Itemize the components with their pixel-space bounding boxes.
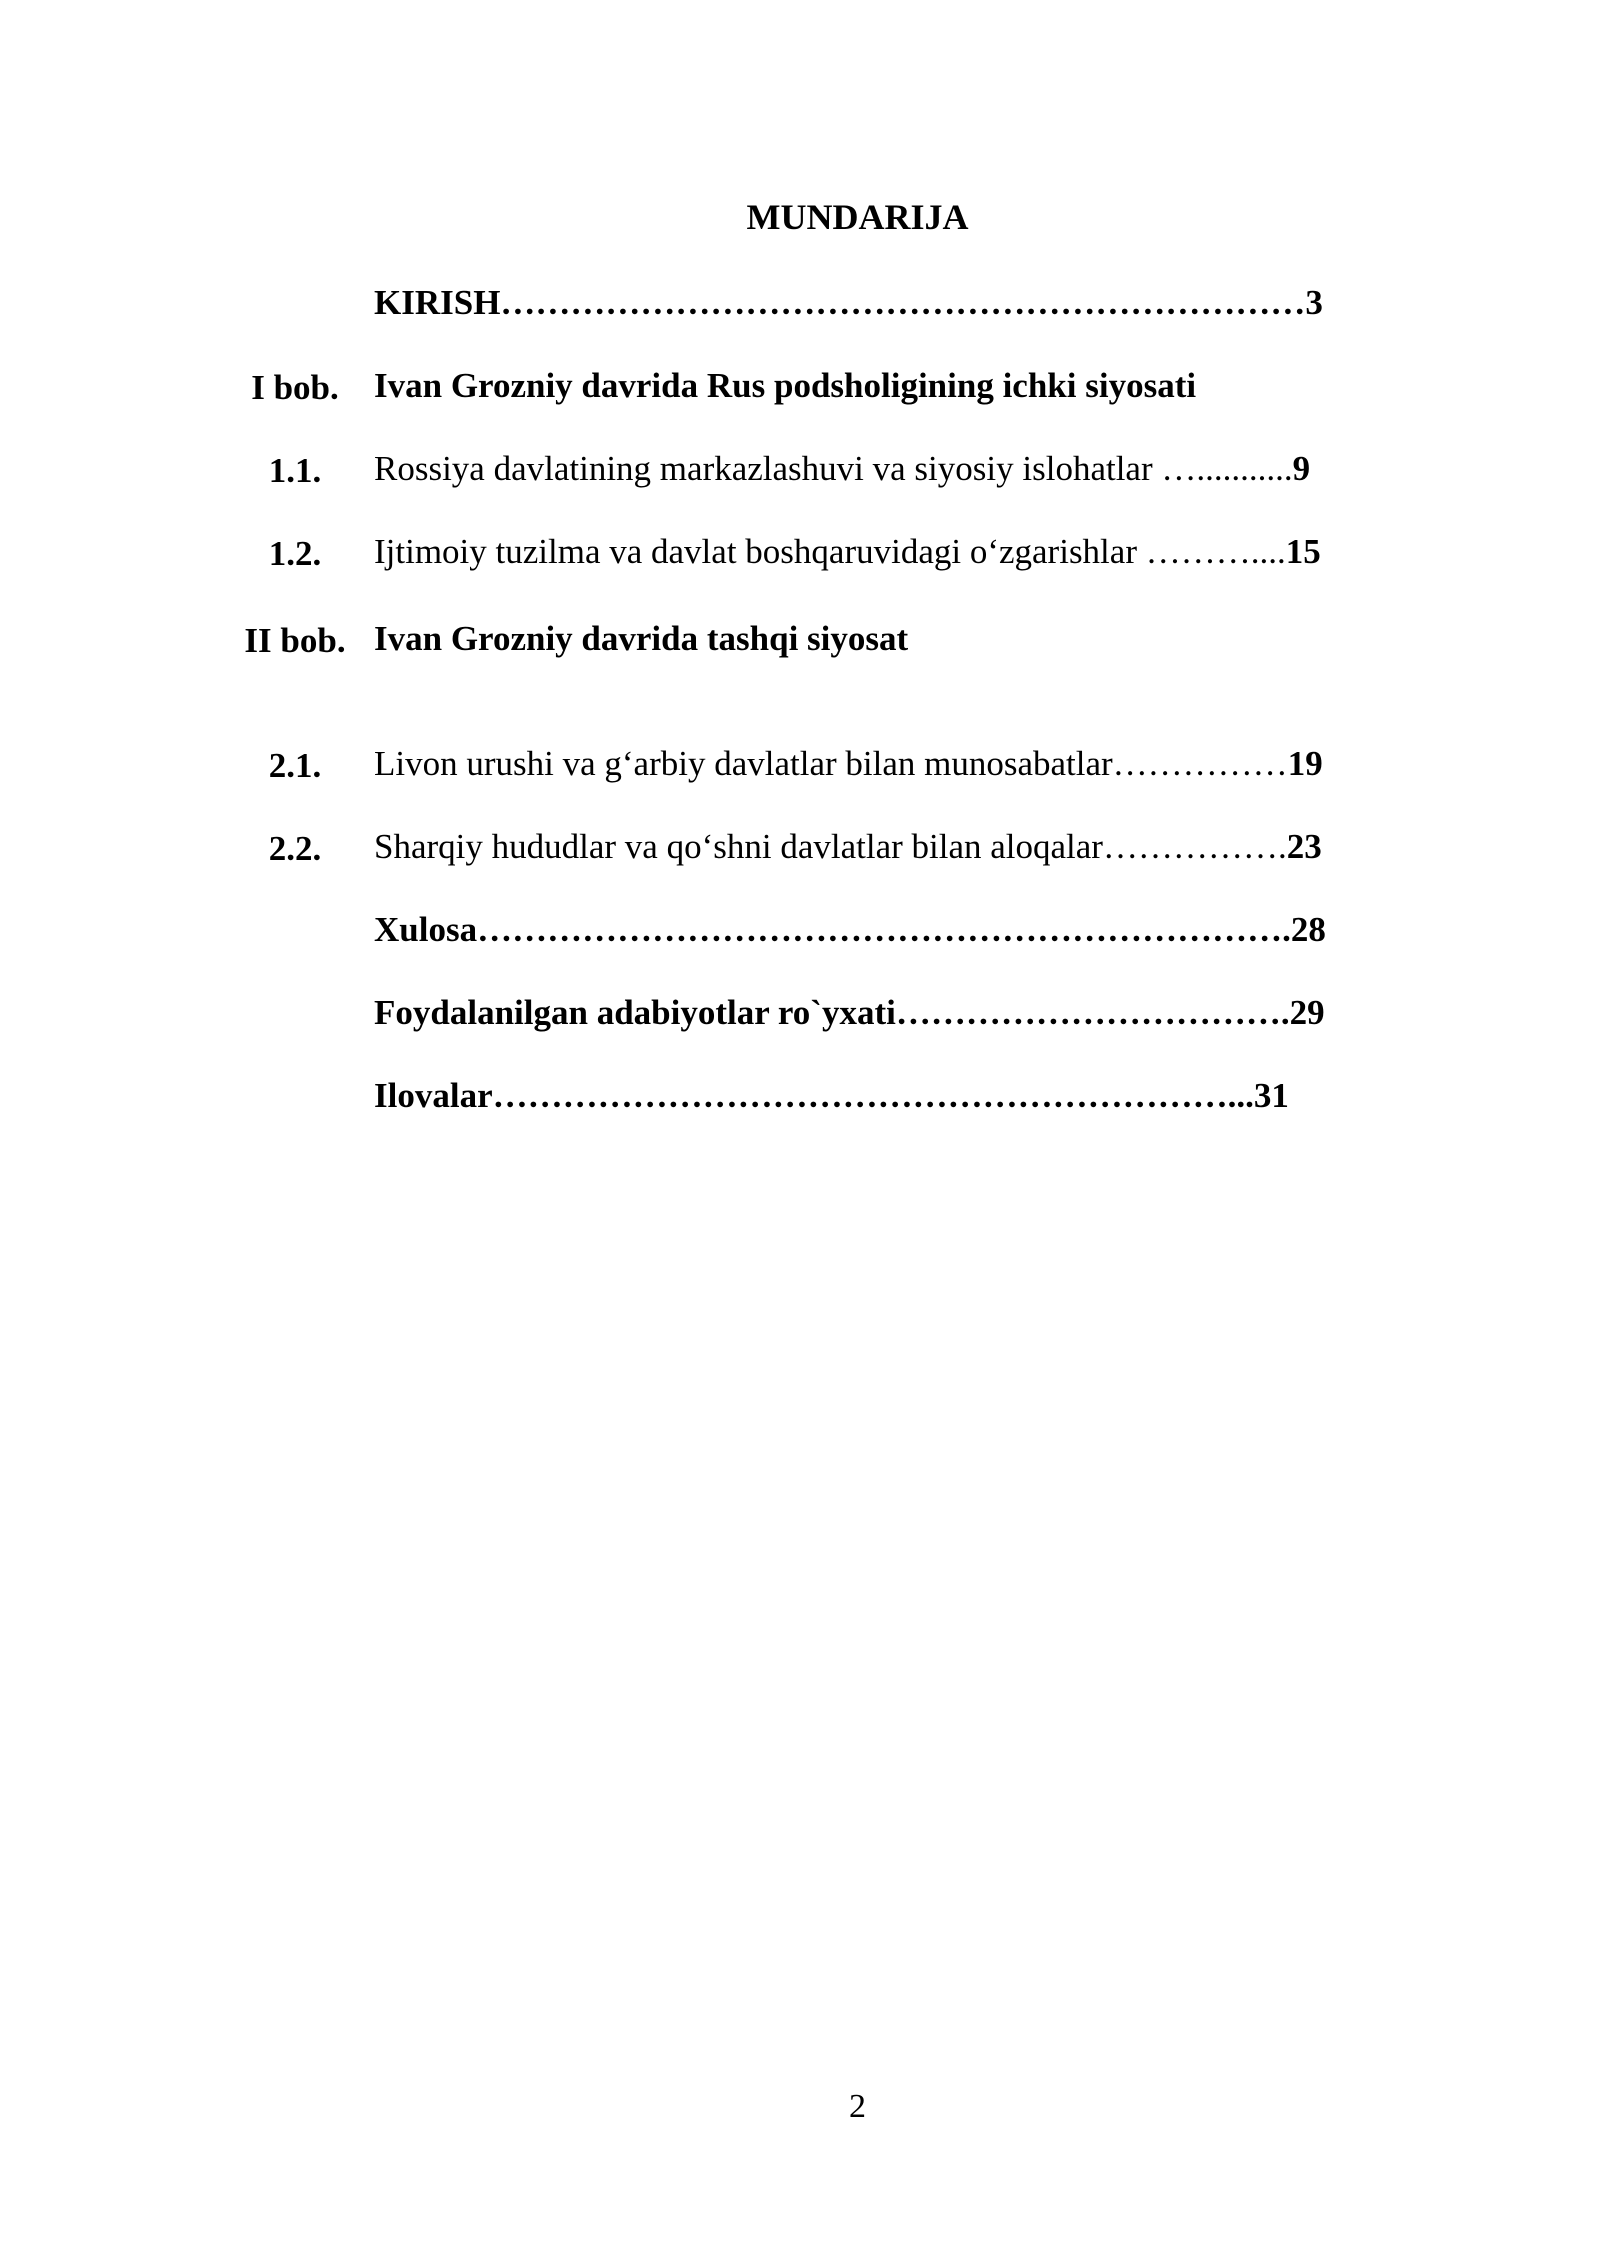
toc-section-1-1 (374, 449, 1310, 489)
toc-section-2-2-title: Sharqiy hududlar va qo‘shni davlatlar bilan aloqalar……………. (374, 827, 1287, 866)
page-number: 2 (849, 2088, 866, 2125)
toc-entry-appendices: Ilovalar………………………………………………………...31 (374, 1076, 1289, 1115)
toc-entry-intro: KIRISH……………………………………………………………3 (374, 283, 1323, 322)
toc-section-1-2-page: 15 (1285, 532, 1321, 571)
toc-section-1-2-number: 1.2. (268, 534, 322, 573)
toc-section-1-1-number: 1.1. (268, 451, 322, 490)
toc-section-1-2-title: Ijtimoiy tuzilma va davlat boshqaruvidagi o‘zgarishlar ……….... (374, 532, 1286, 571)
toc-title: MUNDARIJA (746, 197, 969, 237)
toc-section-2-1-page: 19 (1287, 744, 1323, 783)
toc-entry-conclusion: Xulosa…………………………………………………………….28 (374, 910, 1326, 949)
toc-section-2-1-title: Livon urushi va g‘arbiy davlatlar bilan munosabatlar…………… (374, 744, 1288, 783)
toc-chapter-1-title: Ivan Grozniy davrida Rus podsholigining ichki siyosati (374, 366, 1197, 405)
toc-section-2-2-number: 2.2. (268, 829, 322, 868)
toc-section-1-1-page: 9 (1292, 449, 1311, 488)
toc-section-1-2 (374, 532, 1321, 572)
toc-section-2-1-number: 2.1. (268, 746, 322, 785)
toc-section-1-1-title: Rossiya davlatining markazlashuvi va siyosiy islohatlar …........... (374, 449, 1293, 488)
toc-section-2-2 (374, 827, 1322, 867)
toc-section-2-2-page: 23 (1286, 827, 1322, 866)
toc-section-2-1 (374, 744, 1323, 784)
toc-entry-bibliography: Foydalanilgan adabiyotlar ro`yxati…………………………….29 (374, 993, 1325, 1032)
toc-chapter-2-title: Ivan Grozniy davrida tashqi siyosat (374, 619, 909, 658)
toc-chapter-2-number: II bob. (244, 621, 346, 660)
toc-chapter-1-number: I bob. (251, 368, 339, 407)
